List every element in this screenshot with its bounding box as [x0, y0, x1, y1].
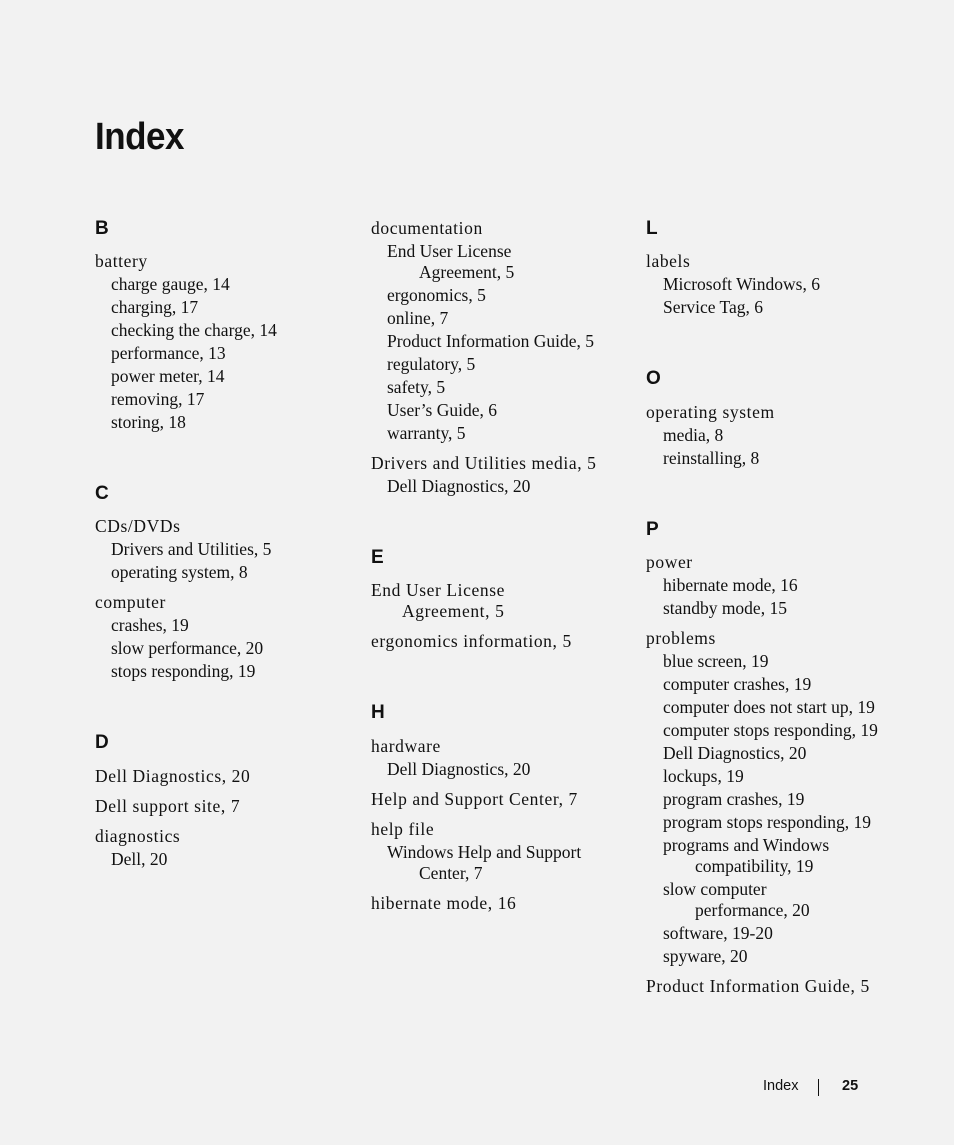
index-subentry: spyware, 20: [663, 946, 748, 966]
letter-heading-b: B: [95, 218, 109, 239]
letter-heading-o: O: [646, 368, 661, 389]
footer-divider: [818, 1079, 819, 1096]
index-subentry: warranty, 5: [387, 423, 466, 443]
index-subentry: charging, 17: [111, 297, 199, 317]
index-subentry: Dell, 20: [111, 849, 168, 869]
index-entry-documentation: documentation: [371, 218, 483, 238]
index-subentry: Microsoft Windows, 6: [663, 274, 820, 294]
index-subentry: ergonomics, 5: [387, 285, 486, 305]
index-entry-product-info-guide: Product Information Guide, 5: [646, 976, 870, 996]
index-subentry: safety, 5: [387, 377, 446, 397]
index-subentry: storing, 18: [111, 412, 186, 432]
index-entry-dell-support: Dell support site, 7: [95, 796, 241, 816]
index-entry-ergonomics: ergonomics information, 5: [371, 631, 572, 651]
index-subentry: media, 8: [663, 425, 724, 445]
index-subentry: removing, 17: [111, 389, 205, 409]
index-entry-diagnostics: diagnostics: [95, 826, 181, 846]
page-number: 25: [842, 1078, 859, 1094]
letter-heading-d: D: [95, 732, 109, 753]
index-subentry: User’s Guide, 6: [387, 400, 498, 420]
index-entry-battery: battery: [95, 251, 148, 271]
index-entry-power: power: [646, 552, 693, 572]
index-subentry: Dell Diagnostics, 20: [387, 759, 531, 779]
index-subentry: programs and Windows: [663, 835, 830, 855]
index-subentry: program crashes, 19: [663, 789, 805, 809]
index-entry-dell-diagnostics: Dell Diagnostics, 20: [95, 766, 251, 786]
index-entry-help-support: Help and Support Center, 7: [371, 789, 578, 809]
index-subentry: hibernate mode, 16: [663, 575, 798, 595]
index-subentry: Drivers and Utilities, 5: [111, 539, 272, 559]
letter-heading-p: P: [646, 519, 659, 540]
index-subentry: computer crashes, 19: [663, 674, 812, 694]
index-subentry-continuation: performance, 20: [695, 900, 810, 920]
index-subentry: slow performance, 20: [111, 638, 264, 658]
index-entry-help-file: help file: [371, 819, 435, 839]
letter-heading-h: H: [371, 702, 385, 723]
index-subentry: power meter, 14: [111, 366, 225, 386]
index-subentry: performance, 13: [111, 343, 226, 363]
index-entry-labels: labels: [646, 251, 691, 271]
index-entry-continuation: Agreement, 5: [402, 601, 505, 621]
index-subentry: Product Information Guide, 5: [387, 331, 595, 351]
index-subentry: software, 19-20: [663, 923, 773, 943]
index-subentry: Dell Diagnostics, 20: [663, 743, 807, 763]
index-subentry: computer stops responding, 19: [663, 720, 878, 740]
index-subentry: stops responding, 19: [111, 661, 256, 681]
index-entry-drivers: Drivers and Utilities media, 5: [371, 453, 597, 473]
index-entry-operating-system: operating system: [646, 402, 775, 422]
letter-heading-e: E: [371, 547, 384, 568]
index-subentry: charge gauge, 14: [111, 274, 230, 294]
index-subentry: End User License: [387, 241, 512, 261]
index-subentry: Service Tag, 6: [663, 297, 764, 317]
index-subentry: checking the charge, 14: [111, 320, 277, 340]
index-subentry: blue screen, 19: [663, 651, 769, 671]
index-subentry: standby mode, 15: [663, 598, 787, 618]
index-subentry: operating system, 8: [111, 562, 248, 582]
index-subentry: lockups, 19: [663, 766, 744, 786]
index-subentry: Dell Diagnostics, 20: [387, 476, 531, 496]
index-subentry: online, 7: [387, 308, 449, 328]
index-subentry: program stops responding, 19: [663, 812, 872, 832]
footer-section-label: Index: [763, 1078, 799, 1094]
index-subentry-continuation: Agreement, 5: [419, 262, 515, 282]
page-title: Index: [95, 116, 185, 158]
index-entry-hibernate: hibernate mode, 16: [371, 893, 517, 913]
index-subentry-continuation: Center, 7: [419, 863, 483, 883]
index-subentry: regulatory, 5: [387, 354, 476, 374]
index-subentry: reinstalling, 8: [663, 448, 760, 468]
index-entry-eula: End User License: [371, 580, 505, 600]
index-entry-hardware: hardware: [371, 736, 441, 756]
index-subentry: Windows Help and Support: [387, 842, 582, 862]
index-entry-cds: CDs/DVDs: [95, 516, 181, 536]
index-entry-computer: computer: [95, 592, 166, 612]
letter-heading-l: L: [646, 218, 658, 239]
index-subentry: crashes, 19: [111, 615, 189, 635]
index-subentry: computer does not start up, 19: [663, 697, 875, 717]
index-subentry-continuation: compatibility, 19: [695, 856, 814, 876]
letter-heading-c: C: [95, 483, 109, 504]
index-entry-problems: problems: [646, 628, 716, 648]
index-subentry: slow computer: [663, 879, 767, 899]
